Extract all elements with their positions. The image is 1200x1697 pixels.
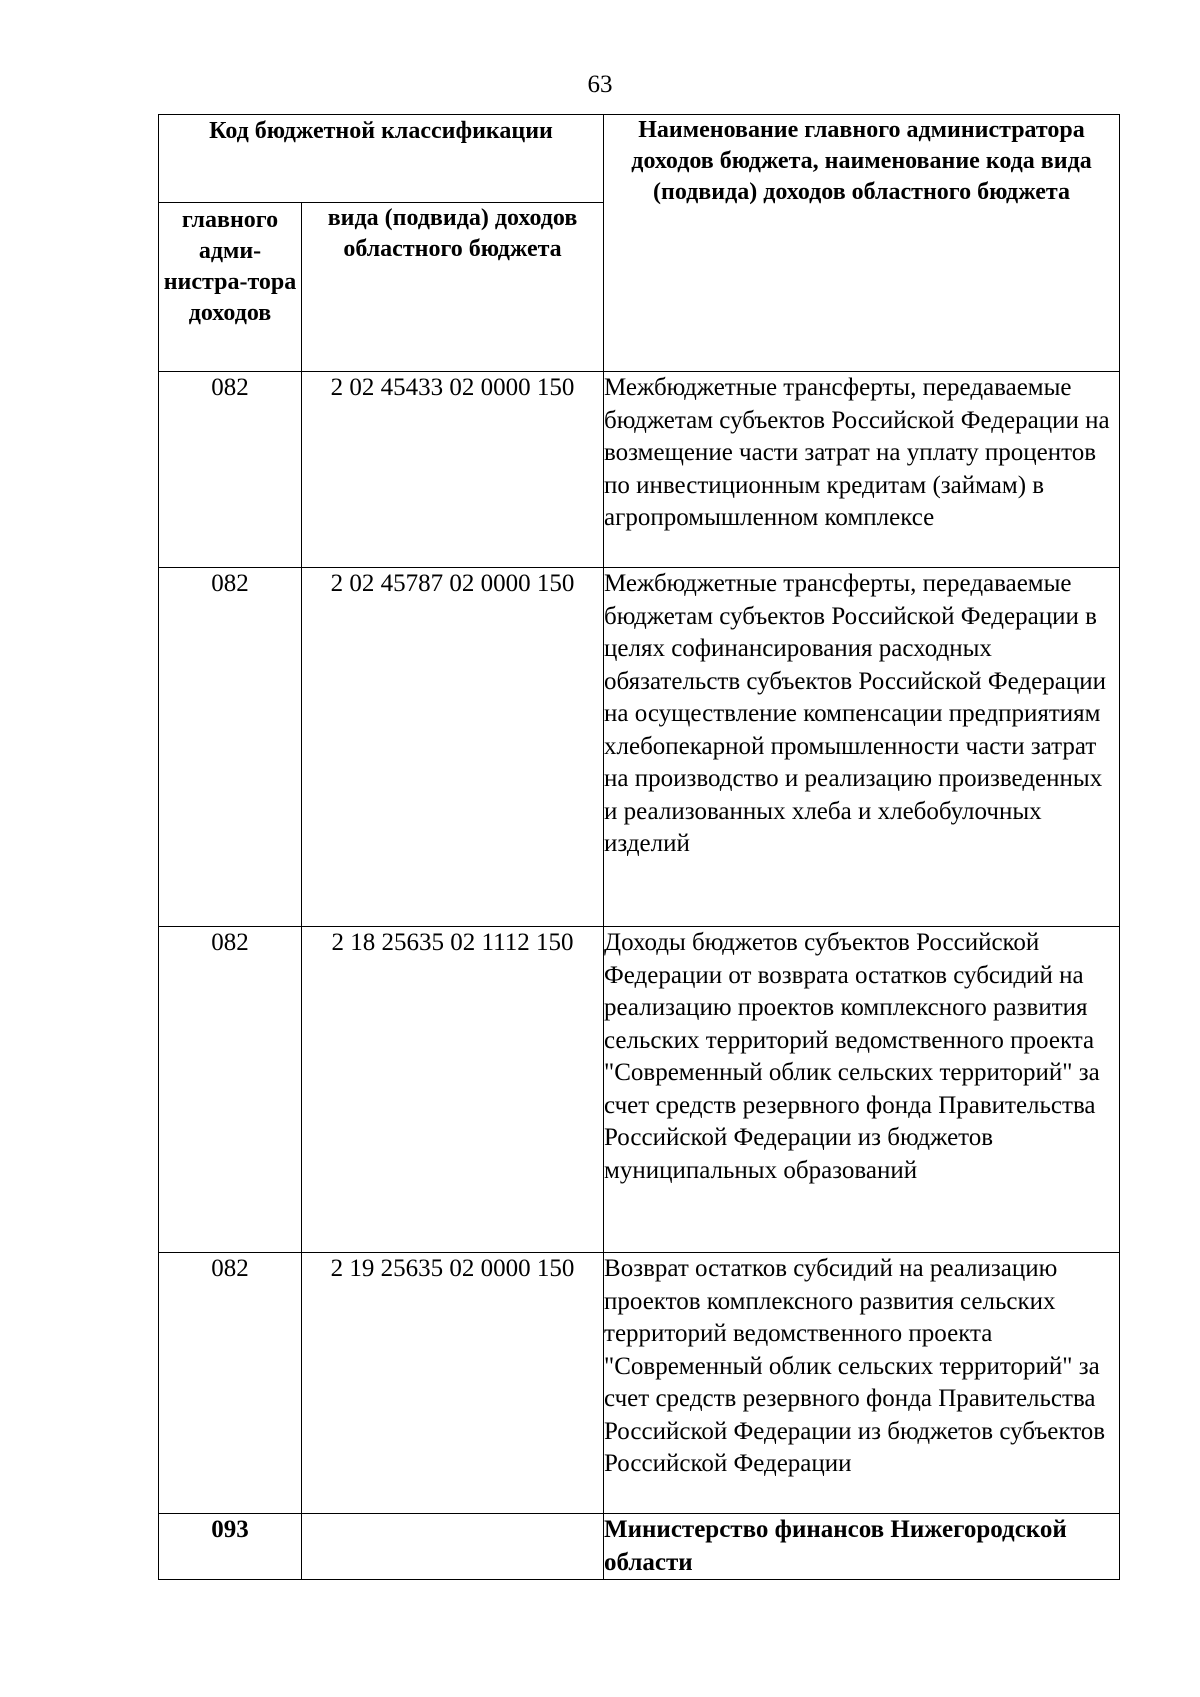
table-row [159,1253,1120,1514]
income-code-cell: 2 02 45787 02 0000 150 [302,568,604,927]
income-code-cell: 2 18 25635 02 1112 150 [302,927,604,1253]
income-name-cell: Доходы бюджетов субъектов Российской Федерации от возврата остатков субсидий на реализацию проектов комплексного развития сельских территорий ведомственного проекта "Современный облик сельских территорий" за счет средств резервного фонда Правительства Российской Федерации из бюджетов муниципальных образований [604,927,1120,1253]
income-code-cell: 2 19 25635 02 0000 150 [302,1253,604,1514]
table-row [159,568,1120,927]
table-header-row [159,115,1120,203]
admin-code-cell: 082 [159,372,302,568]
income-name-cell: Межбюджетные трансферты, передаваемые бюджетам субъектов Российской Федерации на возмещение части затрат на уплату процентов по инвестиционным кредитам (займам) в агропромышленном комплексе [604,372,1120,568]
income-name-cell: Возврат остатков субсидий на реализацию проектов комплексного развития сельских территорий ведомственного проекта "Современный облик сельских территорий" за счет средств резервного фонда Правительства Российской Федерации из бюджетов субъектов Российской Федерации [604,1253,1120,1514]
budget-classification-table [158,114,1120,1580]
header-income-kind: вида (подвида) доходов областного бюджета [302,203,604,372]
admin-code-cell: 082 [159,1253,302,1514]
header-budget-classification-code: Код бюджетной классификации [159,115,604,203]
header-administrator-name: Наименование главного администратора доходов бюджета, наименование кода вида (подвида) доходов областного бюджета [604,115,1120,372]
admin-code-cell: 082 [159,927,302,1253]
header-main-administrator: главного адми-нистра-тора доходов [159,203,302,372]
income-name-cell: Министерство финансов Нижегородской области [604,1514,1120,1580]
table-row-ministry [159,1514,1120,1580]
admin-code-cell: 093 [159,1514,302,1580]
page-number: 63 [587,71,613,98]
income-code-cell [302,1514,604,1580]
income-code-cell: 2 02 45433 02 0000 150 [302,372,604,568]
admin-code-cell: 082 [159,568,302,927]
income-name-cell: Межбюджетные трансферты, передаваемые бюджетам субъектов Российской Федерации в целях софинансирования расходных обязательств субъектов Российской Федерации на осуществление компенсации предприятиям хлебопекарной промышленности части затрат на производство и реализацию произведенных и реализованных хлеба и хлебобулочных изделий [604,568,1120,927]
table-row [159,372,1120,568]
table-row [159,927,1120,1253]
